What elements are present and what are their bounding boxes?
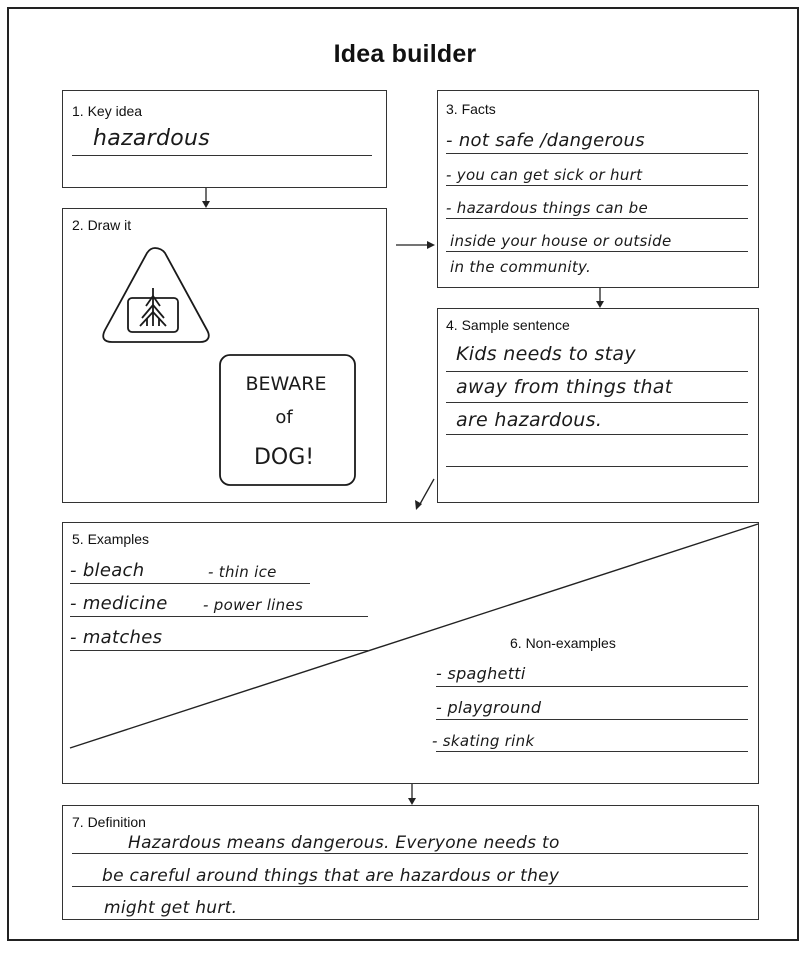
example-power-lines: - power lines (203, 596, 304, 614)
facts-line-4: inside your house or outside (450, 232, 672, 250)
definition-line-1: Hazardous means dangerous. Everyone needs to (128, 833, 560, 853)
facts-line-1: - not safe /dangerous (446, 130, 645, 151)
draw-it-label: 2. Draw it (72, 217, 132, 233)
facts-line-3: - hazardous things can be (446, 199, 649, 217)
sample-sentence-line-1: Kids needs to stay (456, 343, 636, 365)
definition-line-3: might get hurt. (104, 898, 238, 918)
facts-line-2: - you can get sick or hurt (446, 166, 643, 184)
non-example-spaghetti: - spaghetti (436, 664, 526, 683)
hazard-sign-drawing (103, 248, 209, 342)
sample-sentence-line-2: away from things that (456, 376, 673, 398)
example-matches: - matches (70, 627, 163, 648)
arrow-diagonal-icon (415, 479, 434, 510)
non-example-playground: - playground (436, 698, 542, 717)
non-examples-label: 6. Non-examples (510, 635, 616, 651)
definition-label: 7. Definition (72, 814, 146, 830)
example-bleach: - bleach (70, 560, 145, 581)
examples-label: 5. Examples (72, 531, 150, 547)
arrow-down-2 (596, 288, 604, 308)
sign-word-dog: DOG! (253, 445, 315, 470)
arrow-right-icon (396, 241, 435, 249)
definition-line-2: be careful around things that are hazardous or they (102, 866, 560, 886)
example-medicine: - medicine (70, 593, 168, 614)
facts-line-5: in the community. (450, 258, 592, 276)
examples-divider (70, 524, 758, 748)
non-example-skating-rink: - skating rink (432, 732, 535, 750)
facts-label: 3. Facts (446, 101, 496, 117)
page-title: Idea builder (333, 40, 477, 68)
key-idea-word: hazardous (93, 126, 211, 151)
sign-word-beware: BEWARE (245, 373, 327, 395)
arrow-down-1 (202, 188, 210, 208)
sample-sentence-line-3: are hazardous. (456, 409, 603, 431)
arrow-down-3 (408, 784, 416, 805)
sample-sentence-label: 4. Sample sentence (446, 317, 570, 333)
example-thin-ice: - thin ice (208, 563, 277, 581)
key-idea-label: 1. Key idea (72, 103, 143, 119)
sign-word-of: of (275, 407, 293, 428)
